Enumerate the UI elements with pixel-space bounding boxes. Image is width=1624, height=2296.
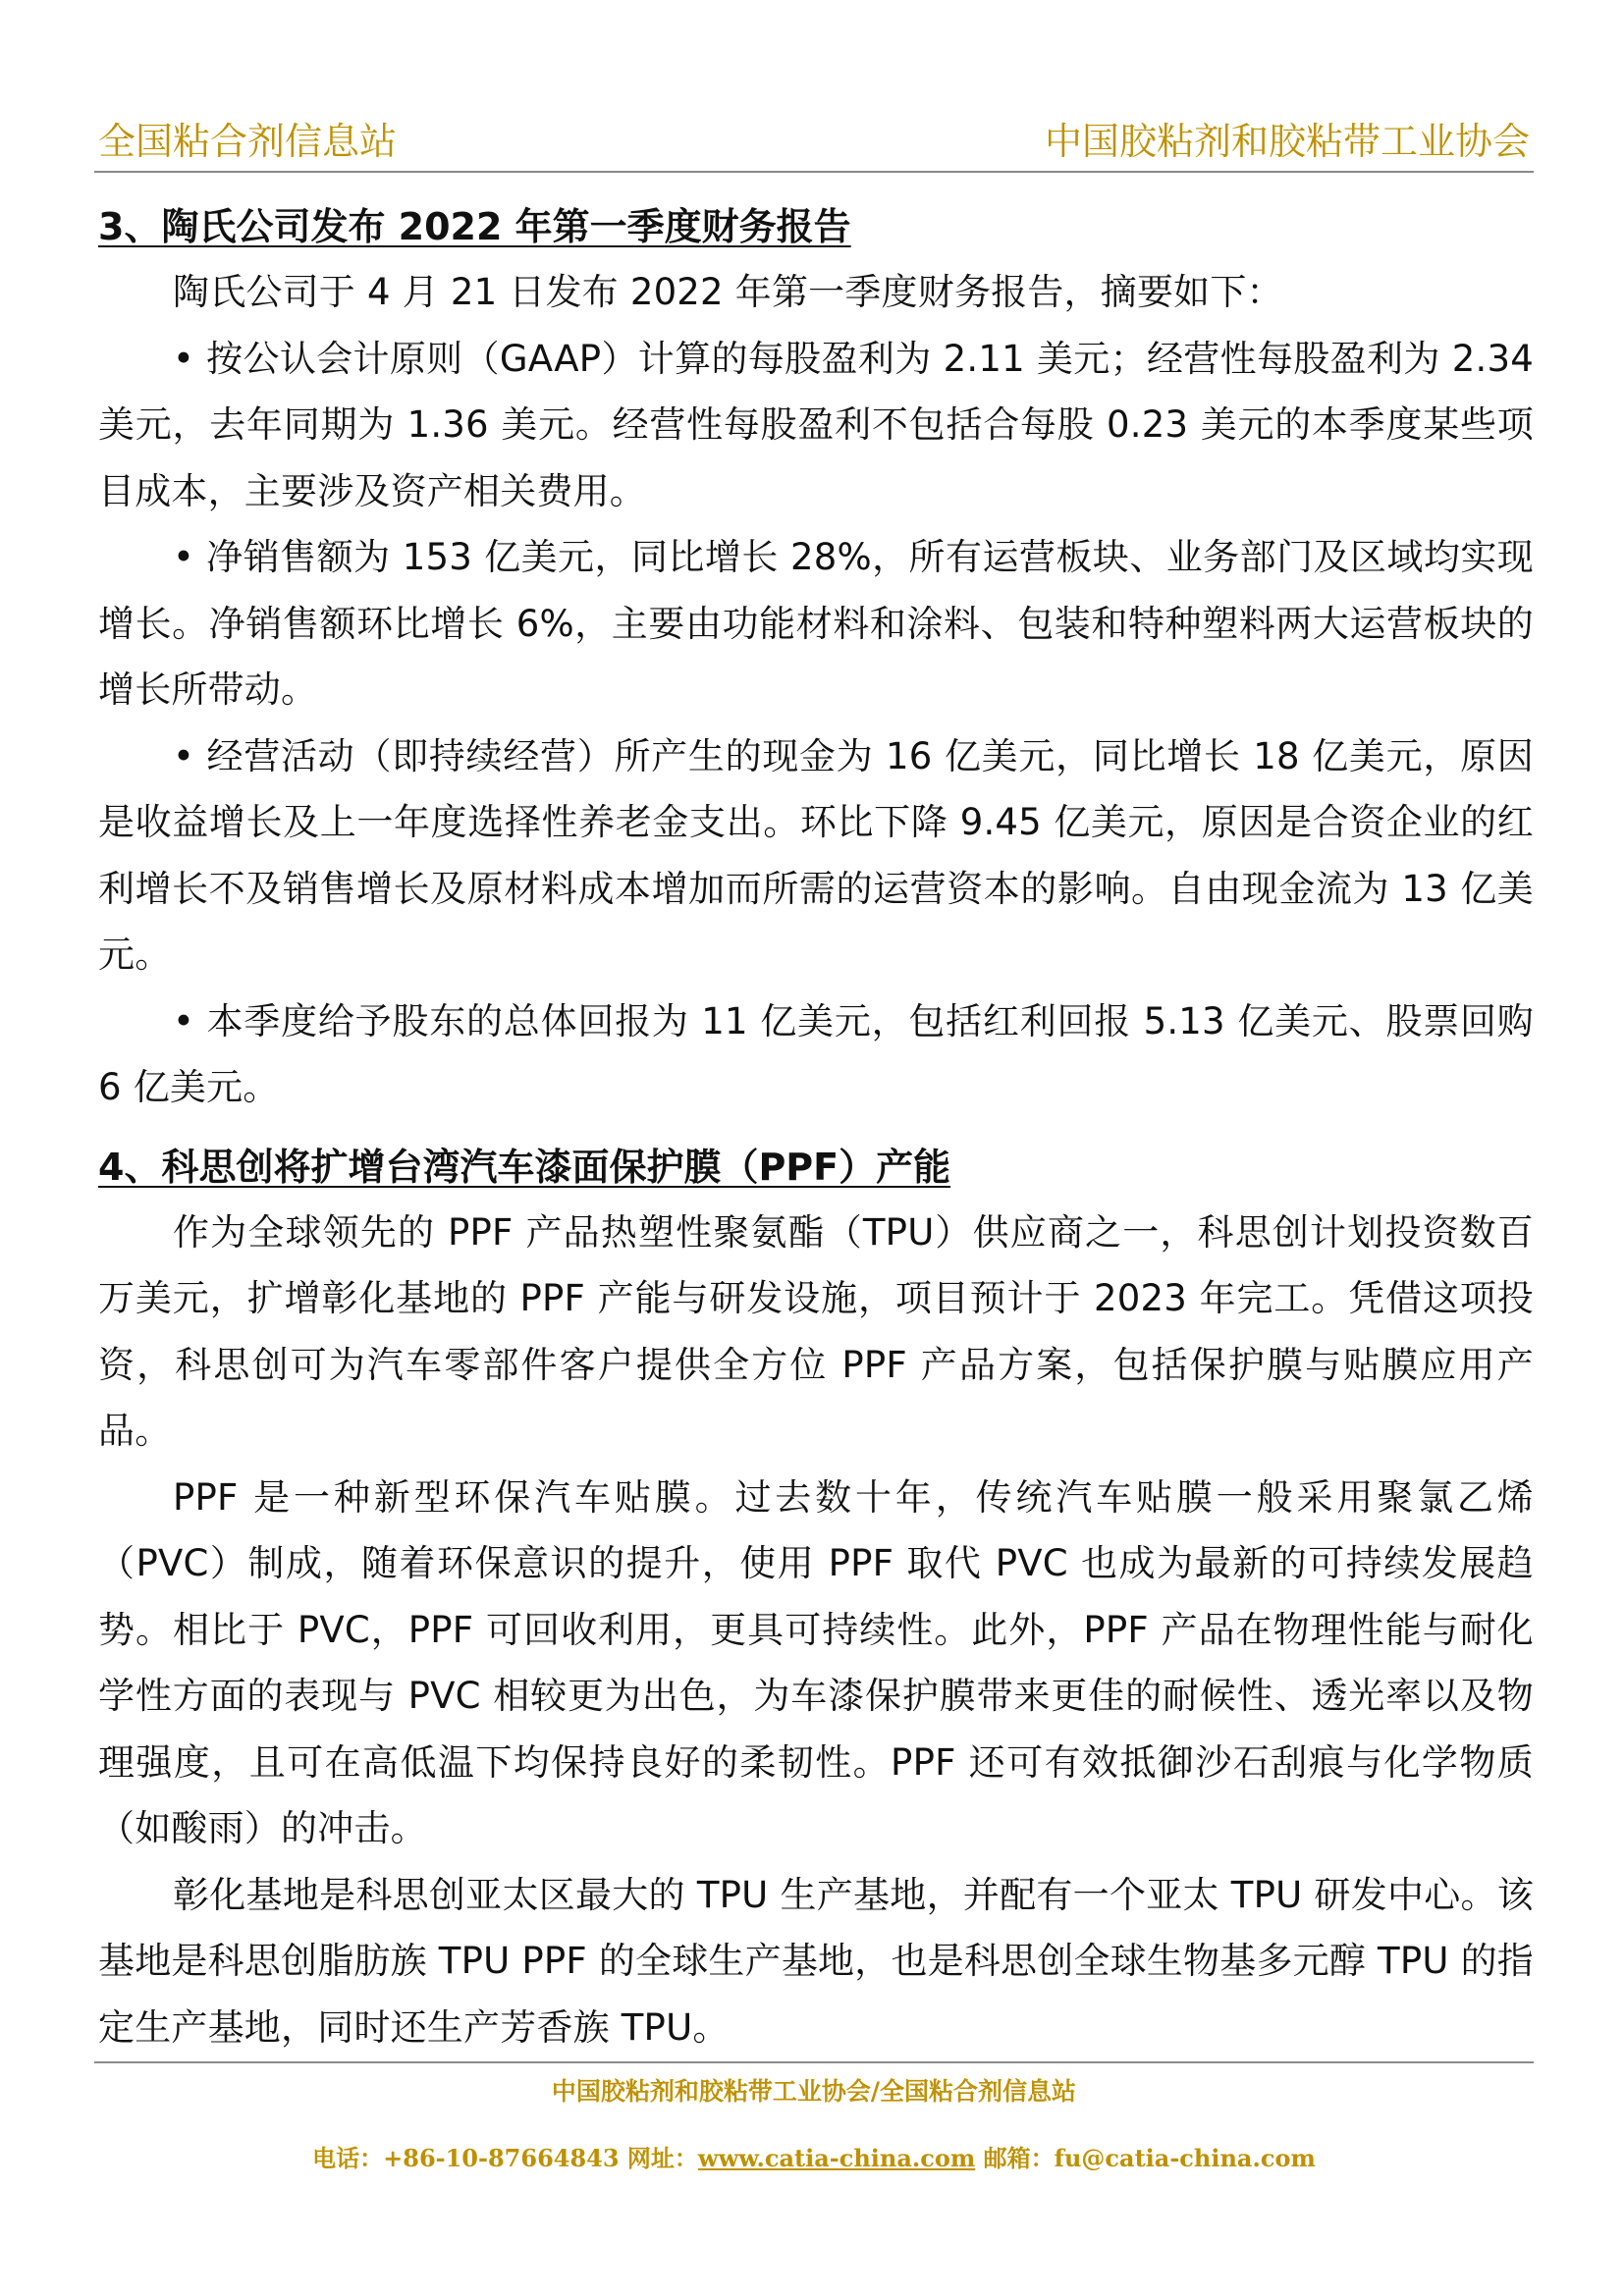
footer-email-label: 邮箱： [975,2144,1055,2172]
footer-phone-label: 电话：+86-10-87664843 网址： [312,2144,698,2172]
footer-org-line: 中国胶粘剂和胶粘带工业协会/全国粘合剂信息站 [551,2077,1077,2106]
section-3-title: 3、陶氏公司发布 2022 年第一季度财务报告 [98,205,851,248]
header-site-name: 全国粘合剂信息站 [98,120,398,163]
footer-contact-line [94,2142,1534,2175]
page-footer [94,2061,1534,2175]
section-4-para-3: 彰化基地是科思创亚太区最大的 TPU 生产基地，并配有一个亚太 TPU 研发中心。该基地是科思创脂肪族 TPU PPF 的全球生产基地，也是科思创全球生物基多元醇 TPU 的指定生产基地，同时还生产芳香族 TPU。 [98,1873,1534,2049]
section-3-bullet-returns: • 本季度给予股东的总体回报为 11 亿美元，包括红利回报 5.13 亿美元、股票回购 6 亿美元。 [98,999,1534,1108]
header-association-name: 中国胶粘剂和胶粘带工业协会 [1044,120,1530,163]
section-4-para-1: 作为全球领先的 PPF 产品热塑性聚氨酯（TPU）供应商之一，科思创计划投资数百万美元，扩增彰化基地的 PPF 产能与研发设施，项目预计于 2023 年完工。凭借这项投资，科思创可为汽车零部件客户提供全方位 PPF 产品方案，包括保护膜与贴膜应用产品。 [98,1210,1534,1452]
section-4-title: 4、科思创将扩增台湾汽车漆面保护膜（PPF）产能 [98,1145,951,1189]
footer-email[interactable]: fu@catia-china.com [1054,2144,1316,2172]
section-3-bullet-eps: • 按公认会计原则（GAAP）计算的每股盈利为 2.11 美元；经营性每股盈利为 2.34 美元，去年同期为 1.36 美元。经营性每股盈利不包括合每股 0.23 美元的本季度某些项目成本，主要涉及资产相关费用。 [98,337,1534,512]
section-gap [98,1121,1534,1135]
section-3-bullet-sales: • 净销售额为 153 亿美元，同比增长 28%，所有运营板块、业务部门及区域均实现增长。净销售额环比增长 6%，主要由功能材料和涂料、包装和特种塑料两大运营板块的增长所带动。 [98,536,1534,711]
section-4-para-2: PPF 是一种新型环保汽车贴膜。过去数十年，传统汽车贴膜一般采用聚氯乙烯（PVC）制成，随着环保意识的提升，使用 PPF 取代 PVC 也成为最新的可持续发展趋势。相比于 PVC，PPF 可回收利用，更具可持续性。此外，PPF 产品在物理性能与耐化学性方面的表现与 PVC 相较更为出色，为车漆保护膜带来更佳的耐候性、透光率以及物理强度，且可在高低温下均保持良好的柔韧性。PPF 还可有效抵御沙石刮痕与化学物质（如酸雨）的冲击。 [98,1475,1534,1849]
section-3-bullet-cash: • 经营活动（即持续经营）所产生的现金为 16 亿美元，同比增长 18 亿美元，原因是收益增长及上一年度选择性养老金支出。环比下降 9.45 亿美元，原因是合资企业的红利增长不及销售增长及原材料成本增加而所需的运营资本的影响。自由现金流为 13 亿美元。 [98,734,1534,976]
page-content [98,194,1534,2060]
page-header [94,116,1534,173]
section-3-intro: 陶氏公司于 4 月 21 日发布 2022 年第一季度财务报告，摘要如下： [173,271,1283,313]
footer-website-link[interactable]: www.catia-china.com [697,2144,976,2172]
